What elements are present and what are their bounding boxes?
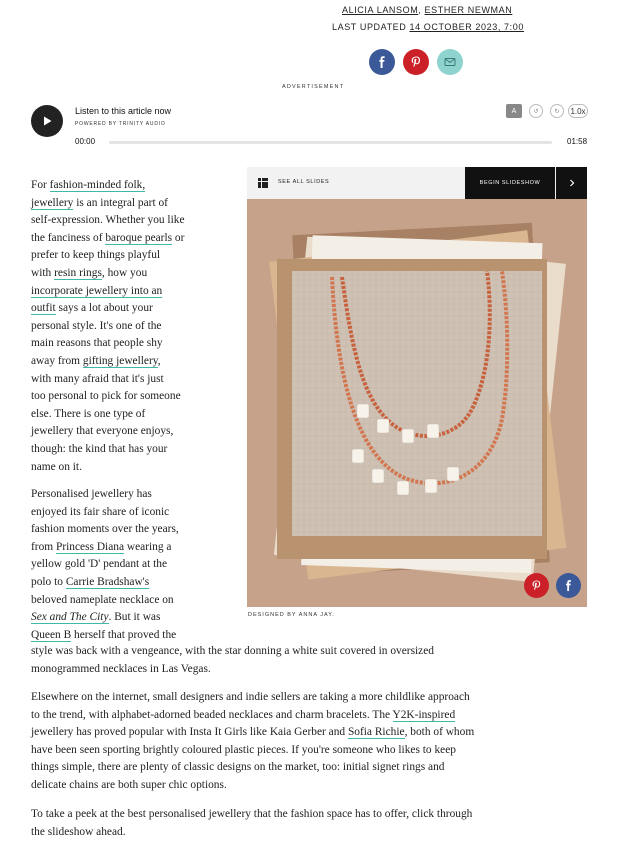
slideshow-image[interactable] — [247, 199, 587, 607]
pinterest-icon — [531, 580, 542, 591]
article-paragraph-2 — [31, 486, 226, 644]
article-link[interactable]: Carrie Bradshaw's — [65, 575, 150, 588]
audio-play-button[interactable] — [31, 105, 63, 137]
text-segment: prefer to keep things playful — [31, 249, 161, 262]
article-link[interactable]: Sofia Richie — [347, 726, 405, 739]
article-link[interactable]: gifting jewellery — [82, 354, 158, 367]
next-slide-button[interactable] — [556, 167, 587, 199]
facebook-icon — [376, 56, 388, 68]
article-link[interactable]: Queen B — [31, 628, 72, 641]
article-link[interactable]: resin rings — [54, 266, 102, 279]
audio-powered-by: POWERED BY TRINITY AUDIO — [75, 121, 166, 127]
text-segment: , — [157, 354, 161, 367]
share-facebook-button[interactable] — [369, 49, 395, 75]
text-line — [31, 247, 226, 265]
rewind-button[interactable] — [529, 104, 543, 118]
image-facebook-button[interactable] — [556, 573, 581, 598]
text-line — [31, 777, 591, 795]
text-line — [31, 406, 226, 424]
pinterest-icon — [410, 56, 422, 68]
text-line — [31, 574, 226, 592]
forward-10-icon: ↻ — [554, 108, 560, 115]
text-segment: too personal to pick for someone — [31, 390, 181, 403]
text-segment: . But it was — [108, 611, 161, 624]
text-segment: main reasons that people shy — [31, 337, 163, 350]
text-line — [31, 388, 226, 406]
text-line — [31, 459, 226, 477]
text-line — [31, 353, 226, 371]
facebook-icon — [563, 580, 574, 591]
text-line — [31, 283, 226, 301]
text-line — [31, 212, 226, 230]
author-separator: , — [418, 5, 425, 15]
article-link[interactable]: incorporate jewellery into an — [31, 284, 163, 297]
text-segment: is an integral part of — [73, 196, 168, 209]
text-segment: beloved nameplate necklace on — [31, 593, 174, 606]
text-line — [31, 643, 591, 661]
text-line — [31, 423, 226, 441]
translate-button[interactable] — [506, 104, 522, 118]
text-segment: Elsewhere on the internet, small designers and indie sellers are taking a more childlike approach — [31, 691, 470, 703]
text-segment: with — [31, 266, 55, 279]
text-line — [31, 627, 226, 645]
text-line — [31, 609, 226, 627]
text-segment: have been seen sporting brightly coloured plastic pieces. If you're someone who likes to keep — [31, 743, 456, 756]
text-segment: from — [31, 540, 56, 553]
text-line — [31, 707, 591, 725]
article-link[interactable]: fashion-minded folk, — [49, 179, 146, 191]
text-segment: enjoyed its fair share of iconic — [31, 505, 170, 518]
author-link-2[interactable]: ESTHER NEWMAN — [424, 5, 513, 15]
text-segment: To take a peek at the best personalised jewellery that the fashion space has to offer, click through — [31, 808, 473, 820]
text-line — [31, 195, 226, 213]
text-segment: wearing a — [124, 540, 172, 553]
translate-icon: A — [511, 107, 517, 115]
text-line — [31, 371, 226, 389]
article-paragraph-4 — [31, 806, 591, 841]
mail-icon — [444, 56, 456, 68]
rewind-10-icon: ↺ — [533, 108, 539, 115]
article-link[interactable]: baroque pearls — [105, 231, 173, 244]
text-segment: self-expression. Whether you like — [31, 214, 185, 227]
text-segment: the fanciness of — [31, 231, 106, 244]
article-paragraph-3 — [31, 689, 591, 795]
chevron-right-icon — [568, 179, 576, 187]
text-line — [31, 504, 226, 522]
share-email-button[interactable] — [437, 49, 463, 75]
audio-time-current: 00:00 — [75, 137, 96, 146]
text-segment: fashion moments over the years, — [31, 523, 179, 536]
text-segment: though: the kind that has your — [31, 442, 168, 455]
text-segment: jewellery has proved popular with Insta It Girls like Kaia Gerber and — [31, 726, 348, 739]
advertisement-label: ADVERTISEMENT — [282, 84, 345, 90]
updated-label: LAST UPDATED — [332, 22, 410, 32]
text-line — [31, 661, 591, 679]
article-link[interactable]: Princess Diana — [56, 540, 125, 553]
audio-title: Listen to this article now — [75, 106, 172, 116]
audio-progress-bar[interactable] — [109, 141, 552, 144]
text-line — [31, 300, 226, 318]
text-segment: delicate chains are both super chic options. — [31, 778, 227, 791]
article-link[interactable]: Sex and The City — [31, 611, 109, 624]
text-segment: jewellery that everyone enjoys, — [31, 425, 174, 438]
share-pinterest-button[interactable] — [403, 49, 429, 75]
text-segment: For — [31, 179, 50, 191]
text-segment: , how you — [101, 266, 148, 279]
text-line — [31, 265, 226, 283]
text-segment: to the trend, with alphabet-adorned beaded necklaces and charm bracelets. The — [31, 708, 393, 721]
article-link[interactable]: Y2K-inspired — [392, 708, 456, 721]
authors — [342, 5, 512, 15]
text-line — [31, 539, 226, 557]
text-segment: Personalised jewellery has — [31, 488, 152, 500]
updated-date: 14 OCTOBER 2023, 7:00 — [409, 22, 524, 32]
image-pin-button[interactable] — [524, 573, 549, 598]
text-line — [31, 177, 226, 195]
see-all-slides-link[interactable]: SEE ALL SLIDES — [278, 179, 330, 185]
necklace-collage-image — [247, 199, 587, 607]
text-line — [31, 486, 226, 504]
text-segment: polo to — [31, 575, 66, 588]
article-paragraph-2-continued — [31, 643, 591, 678]
text-segment: personal style. It's one of the — [31, 319, 162, 332]
image-credit: DESIGNED BY ANNA JAY. — [248, 612, 335, 618]
text-line — [31, 592, 226, 610]
text-segment: or — [172, 231, 185, 244]
text-segment: style was back with a vengeance, with the star donning a white suit covered in oversized — [31, 645, 434, 657]
text-segment: herself that proved the — [71, 628, 177, 641]
article-link[interactable]: jewellery — [31, 196, 74, 209]
text-segment: the slideshow ahead. — [31, 825, 126, 838]
text-line — [31, 806, 591, 824]
text-segment: away from — [31, 354, 83, 367]
text-segment: yellow gold 'D' pendant at the — [31, 558, 168, 571]
text-segment: monogrammed necklaces in Las Vegas. — [31, 662, 211, 675]
text-line — [31, 724, 591, 742]
text-line — [31, 230, 226, 248]
article-link[interactable]: outfit — [31, 302, 56, 315]
text-line — [31, 335, 226, 353]
text-line — [31, 742, 591, 760]
audio-time-total: 01:58 — [567, 137, 588, 146]
text-line — [31, 441, 226, 459]
article-paragraph-1 — [31, 177, 226, 476]
text-segment: name on it. — [31, 460, 82, 473]
playback-speed-button[interactable]: 1.0x — [568, 104, 588, 118]
slideshow-header — [247, 167, 587, 199]
forward-button[interactable] — [550, 104, 564, 118]
text-line — [31, 318, 226, 336]
play-icon — [41, 115, 53, 127]
text-segment: else. There is one type of — [31, 407, 146, 420]
text-line — [31, 521, 226, 539]
author-link-1[interactable]: ALICIA LANSOM — [342, 5, 419, 15]
text-segment: says a lot about your — [55, 302, 153, 315]
text-segment: with many afraid that it's just — [31, 372, 164, 385]
text-line — [31, 689, 591, 707]
text-line — [31, 759, 591, 777]
text-line — [31, 824, 591, 841]
text-segment: , both of whom — [404, 726, 475, 739]
grid-icon[interactable] — [258, 178, 268, 188]
last-updated — [332, 22, 524, 32]
text-segment: things simple, there are plenty of classic designs on the market, too: initial signet rings and — [31, 761, 445, 774]
text-line — [31, 556, 226, 574]
begin-slideshow-button[interactable]: BEGIN SLIDESHOW — [465, 167, 555, 199]
